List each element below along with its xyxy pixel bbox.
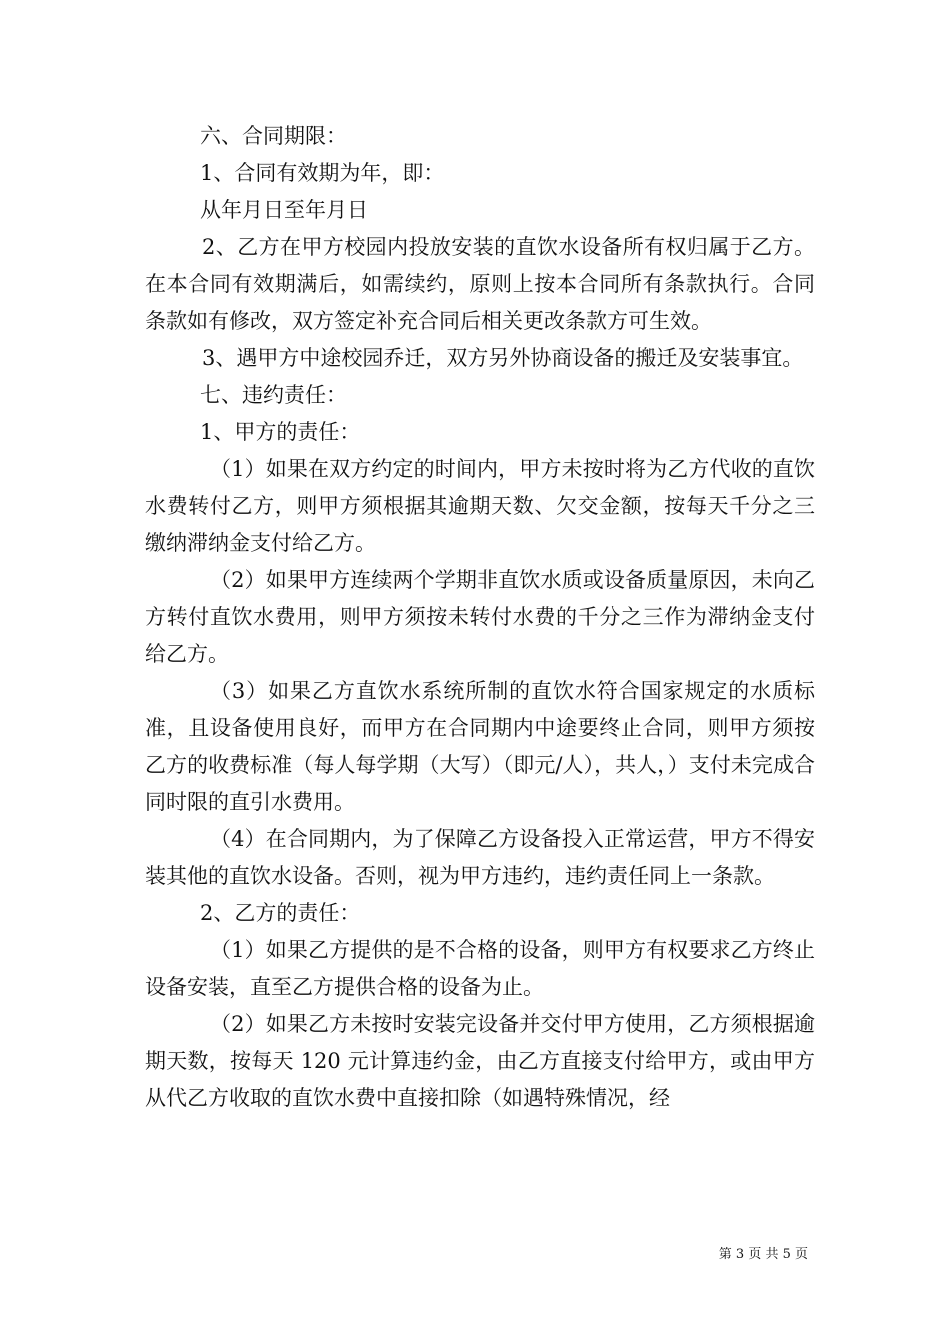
clause-a-4: （4）在合同期内，为了保障乙方设备投入正常运营，甲方不得安装其他的直饮水设备。否则，视为甲方违约，违约责任同上一条款。: [145, 827, 815, 888]
clause-a-1: （1）如果在双方约定的时间内，甲方未按时将为乙方代收的直饮水费转付乙方，则甲方须根据其逾期天数、欠交金额，按每天千分之三缴纳滞纳金支付给乙方。: [145, 457, 815, 555]
paragraph-campus-relocation: 3、遇甲方中途校园乔迁，双方另外协商设备的搬迁及安装事宜。: [202, 346, 804, 370]
clause-b-1: （1）如果乙方提供的是不合格的设备，则甲方有权要求乙方终止设备安装，直至乙方提供合格的设备为止。: [145, 938, 815, 999]
clause-a-3: （3）如果乙方直饮水系统所制的直饮水符合国家规定的水质标准，且设备使用良好，而甲方在合同期内中途要终止合同，则甲方须按乙方的收费标准（每人每学期（大写）（即元/人），共人，）支付未完成合同时限的直引水费用。: [145, 679, 815, 814]
section-heading-contract-term: 六、合同期限：: [200, 124, 347, 148]
subheading-party-a-liability: 1、甲方的责任：: [200, 420, 361, 444]
paragraph-equipment-ownership: 2、乙方在甲方校园内投放安装的直饮水设备所有权归属于乙方。在本合同有效期满后，如需续约，原则上按本合同所有条款执行。合同条款如有修改，双方签定补充合同后相关更改条款方可生效。: [145, 235, 815, 333]
paragraph-date-range: 从年月日至年月日: [200, 198, 368, 222]
clause-b-2: （2）如果乙方未按时安装完设备并交付甲方使用，乙方须根据逾期天数，按每天 120 元计算违约金，由乙方直接支付给甲方，或由甲方从代乙方收取的直饮水费中直接扣除（如遇特殊情况，经: [145, 1012, 815, 1110]
page-number-footer: 第 3 页 共 5 页: [718, 1247, 808, 1262]
clause-a-2: （2）如果甲方连续两个学期非直饮水质或设备质量原因，未向乙方转付直饮水费用，则甲方须按未转付水费的千分之三作为滞纳金支付给乙方。: [145, 568, 815, 666]
subheading-party-b-liability: 2、乙方的责任：: [200, 901, 361, 925]
section-heading-liability: 七、违约责任：: [200, 383, 347, 407]
document-body: [145, 118, 815, 1117]
paragraph-validity-period: 1、合同有效期为年，即：: [200, 161, 445, 185]
